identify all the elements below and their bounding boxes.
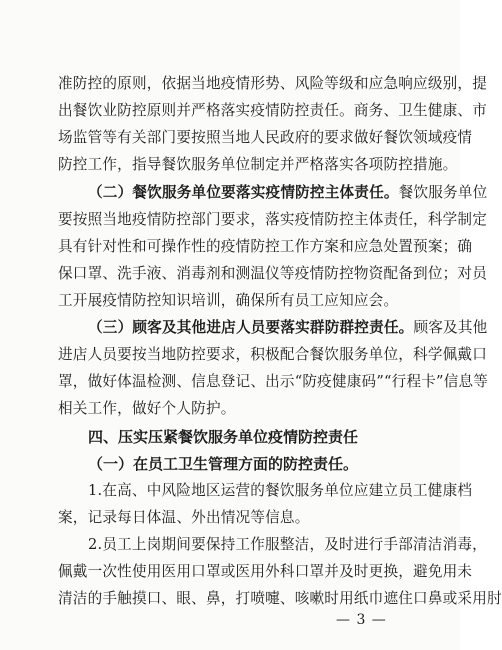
text-line: 佩戴一次性使用医用口罩或医用外科口罩并及时更换，避免用未 <box>58 563 473 580</box>
text-line: 工开展疫情防控知识培训，确保所有员工应知应会。 <box>58 292 399 309</box>
text-line: 相关工作，做好个人防护。 <box>58 400 236 417</box>
text-line: 场监管等有关部门要按照当地人民政府的要求做好餐饮领域疫情 <box>58 129 473 146</box>
text-line: 准防控的原则，依据当地疫情形势、风险等级和应急响应级别，提 <box>58 75 488 92</box>
text-line: 保口罩、洗手液、消毒剂和测温仪等疫情防控物资配备到位；对员 <box>58 265 488 282</box>
item-1-first-line: 1.在高、中风险地区运营的餐饮服务单位应建立员工健康档 <box>88 482 473 499</box>
paragraph-3-first-line <box>88 318 488 338</box>
paragraph-2-text: 餐饮服务单位 <box>398 184 488 201</box>
paragraph-2-first-line <box>88 183 488 203</box>
text-line: 出餐饮业防控原则并严格落实疫情防控责任。商务、卫生健康、市 <box>58 102 488 119</box>
item-2-first-line: 2.员工上岗期间要保持工作服整洁，及时进行手部清洁消毒， <box>88 536 487 553</box>
text-line: 具有针对性和可操作性的疫情防控工作方案和应急处置预案；确 <box>58 238 473 255</box>
text-line: 案，记录每日体温、外出情况等信息。 <box>58 509 310 526</box>
text-line: 清洁的手触摸口、眼、鼻，打喷嚏、咳嗽时用纸巾遮住口鼻或采用肘 <box>58 590 502 607</box>
text-line: 防控工作，指导餐饮服务单位制定并严格落实各项防控措施。 <box>58 156 458 173</box>
paragraph-2-lead: （二）餐饮服务单位要落实疫情防控主体责任。 <box>88 184 399 201</box>
text-line: 进店人员要按当地防控要求，积极配合餐饮服务单位，科学佩戴口 <box>58 346 488 363</box>
text-line: 要按照当地疫情防控部门要求，落实疫情防控主体责任，科学制定 <box>58 211 488 228</box>
subsection-heading: （一）在员工卫生管理方面的防控责任。 <box>88 455 359 473</box>
page-number: — 3 — <box>336 612 387 628</box>
text-line: 罩，做好体温检测、信息登记、出示“防疫健康码”“行程卡”信息等 <box>58 373 489 390</box>
section-heading: 四、压实压紧餐饮服务单位疫情防控责任 <box>88 428 359 446</box>
paragraph-3-text: 顾客及其他 <box>413 319 488 336</box>
paragraph-3-lead: （三）顾客及其他进店人员要落实群防群控责任。 <box>88 319 414 336</box>
